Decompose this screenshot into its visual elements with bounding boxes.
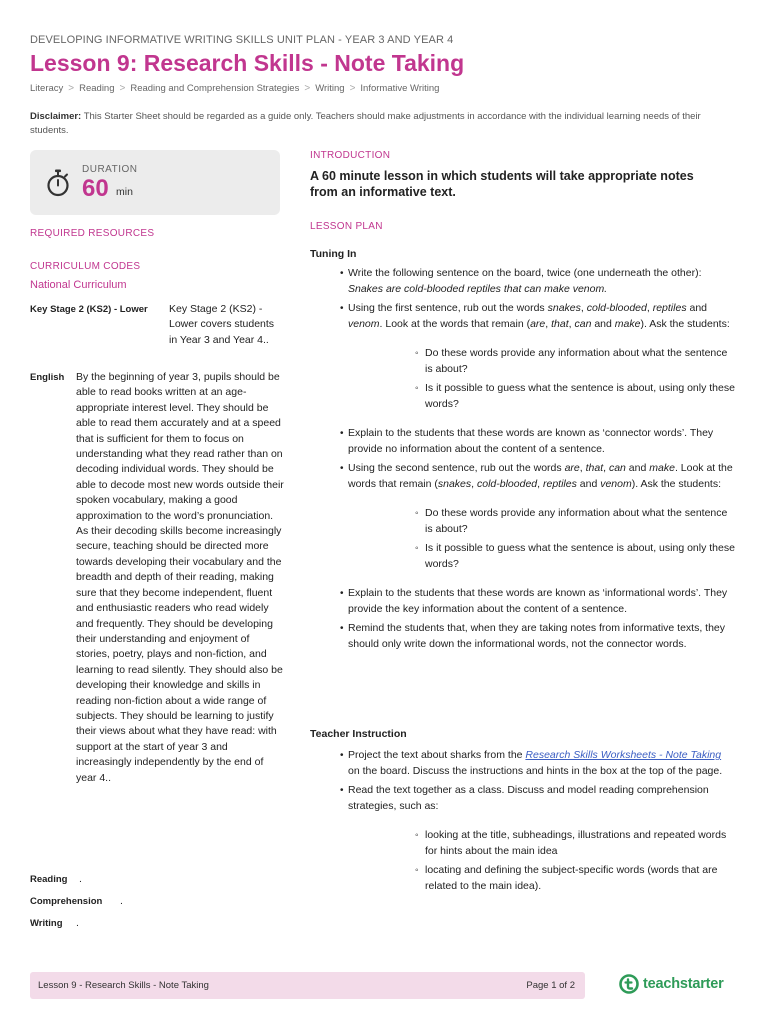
- chevron-right-icon: >: [68, 83, 75, 94]
- brand-name: teachstarter: [643, 976, 724, 992]
- curriculum-row-reading: [30, 872, 82, 887]
- introduction-text: A 60 minute lesson in which students will take appropriate notes from an informative text.: [310, 169, 694, 199]
- footer-title: Lesson 9 - Research Skills - Note Taking: [38, 980, 209, 991]
- list-item: ◦ Do these words provide any information about what the sentence is about?: [348, 346, 735, 377]
- brand-logo[interactable]: [619, 974, 724, 994]
- curriculum-key: Writing: [30, 918, 63, 929]
- list-item: • Using the first sentence, rub out the words snakes, cold-blooded, reptiles and venom. Look at the words that remain (are, that, can and make). Ask the students: ◦ Do these words provide any information about what the sentence is about? ◦ Is it possible to guess what the sentence is about, using only these words?: [310, 301, 735, 412]
- chevron-right-icon: >: [349, 83, 356, 94]
- curriculum-row-writing: [30, 916, 79, 931]
- list-item: • Write the following sentence on the board, twice (one underneath the other): Snakes are cold-blooded reptiles that can make venom.: [310, 266, 735, 297]
- list-item: ◦ locating and defining the subject-specific words (words that are related to the main idea).: [348, 863, 735, 894]
- footer-bar: [30, 972, 585, 999]
- list-item: ◦ Is it possible to guess what the sentence is about, using only these words?: [348, 541, 735, 572]
- page-title: Lesson 9: Research Skills - Note Taking: [30, 50, 465, 76]
- worksheet-link[interactable]: Research Skills Worksheets - Note Taking: [525, 749, 722, 761]
- breadcrumb: [30, 83, 439, 94]
- list-item: ◦ looking at the title, subheadings, illustrations and repeated words for hints about the main idea: [348, 828, 735, 859]
- curriculum-value: .: [79, 873, 82, 885]
- list-item: • Remind the students that, when they are taking notes from informative texts, they should only write down the informational words, not the connector words.: [310, 621, 735, 652]
- teacher-instruction-list: [310, 748, 735, 908]
- page-number: Page 1 of 2: [526, 980, 575, 991]
- curriculum-value: Key Stage 2 (KS2) - Lower covers students in Year 3 and Year 4..: [169, 303, 275, 346]
- disclaimer: [30, 110, 720, 138]
- duration-value: 60: [82, 175, 109, 202]
- required-resources-heading: REQUIRED RESOURCES: [30, 228, 155, 239]
- list-item: • Explain to the students that these words are known as ‘informational words’. They provide the key information about the content of a sentence.: [310, 586, 735, 617]
- disclaimer-text: This Starter Sheet should be regarded as a guide only. Teachers should make adjustments in accordance with the individual learning needs of their students.: [30, 111, 701, 136]
- curriculum-row-comprehension: [30, 894, 123, 909]
- lesson-plan-heading: LESSON PLAN: [310, 221, 383, 232]
- list-item: ◦ Do these words provide any information about what the sentence is about?: [348, 506, 735, 537]
- curriculum-key: English: [30, 372, 65, 383]
- tuning-in-list: [310, 266, 735, 656]
- national-curriculum-heading: National Curriculum: [30, 279, 127, 291]
- list-item: • Using the second sentence, rub out the words are, that, can and make. Look at the words that remain (snakes, cold-blooded, reptiles and venom). Ask the students: ◦ Do these words provide any information about what the sentence is about? ◦ Is it possible to guess what the sentence is about, using only these words?: [310, 461, 735, 572]
- list-item: • Explain to the students that these words are known as ‘connector words’. They provide no information about the content of a sentence.: [310, 426, 735, 457]
- list-item: ◦ Is it possible to guess what the sentence is about, using only these words?: [348, 381, 735, 412]
- curriculum-key: Reading: [30, 874, 68, 885]
- breadcrumb-item[interactable]: Reading and Comprehension Strategies: [130, 83, 300, 94]
- introduction-heading: INTRODUCTION: [310, 150, 391, 161]
- curriculum-codes-heading: CURRICULUM CODES: [30, 261, 141, 272]
- breadcrumb-item[interactable]: Literacy: [30, 83, 64, 94]
- curriculum-value: .: [120, 895, 123, 907]
- unit-plan-kicker: DEVELOPING INFORMATIVE WRITING SKILLS UNIT PLAN - YEAR 3 AND YEAR 4: [30, 34, 454, 46]
- teacher-instruction-heading: Teacher Instruction: [310, 728, 407, 740]
- breadcrumb-item[interactable]: Writing: [315, 83, 345, 94]
- duration-label: DURATION: [82, 164, 138, 175]
- chevron-right-icon: >: [304, 83, 311, 94]
- curriculum-key: Key Stage 2 (KS2) - Lower: [30, 304, 148, 315]
- chevron-right-icon: >: [119, 83, 126, 94]
- curriculum-value: .: [76, 917, 79, 929]
- list-item: • Project the text about sharks from the Research Skills Worksheets - Note Taking on the board. Discuss the instructions and hints in the box at the top of the page.: [310, 748, 735, 779]
- curriculum-key: Comprehension: [30, 896, 103, 907]
- duration-unit: min: [116, 186, 133, 198]
- duration-box: [30, 150, 280, 215]
- list-item: • Read the text together as a class. Discuss and model reading comprehension strategies, such as: ◦ looking at the title, subheadings, illustrations and repeated words for hints about the main idea ◦ locating and defining the subject-specific words (words that are related to the main idea).: [310, 783, 735, 894]
- curriculum-value: By the beginning of year 3, pupils should be able to read books written at an age-appropriate interest level. They should be able to read them accurately and at a speed that is sufficient for them to focus on understanding what they read rather than on decoding individual words. They should be able to decode most new words outside their spoken vocabulary, making a good approximation to the word’s pronunciation. As their decoding skills become increasingly secure, teaching should be directed more towards developing their vocabulary and the breadth and depth of their reading, making sure that they become independent, fluent and enthusiastic readers who read widely and frequently. They should be developing their understanding and enjoyment of stories, poetry, plays and non-fiction, and learning to read silently. They should also be developing their knowledge and skills in reading non-fiction about a wide range of subjects. They should be learning to justify their views about what they have read: with support at the start of year 3 and increasingly independently by the end of year 4..: [76, 371, 284, 784]
- breadcrumb-item[interactable]: Reading: [79, 83, 115, 94]
- teachstarter-logo-icon: [619, 974, 639, 994]
- breadcrumb-item[interactable]: Informative Writing: [360, 83, 440, 94]
- tuning-in-heading: Tuning In: [310, 248, 357, 260]
- stopwatch-icon: [46, 169, 70, 197]
- disclaimer-label: Disclaimer:: [30, 111, 82, 122]
- curriculum-row-english: [30, 370, 286, 786]
- curriculum-row-ks2: [30, 302, 279, 348]
